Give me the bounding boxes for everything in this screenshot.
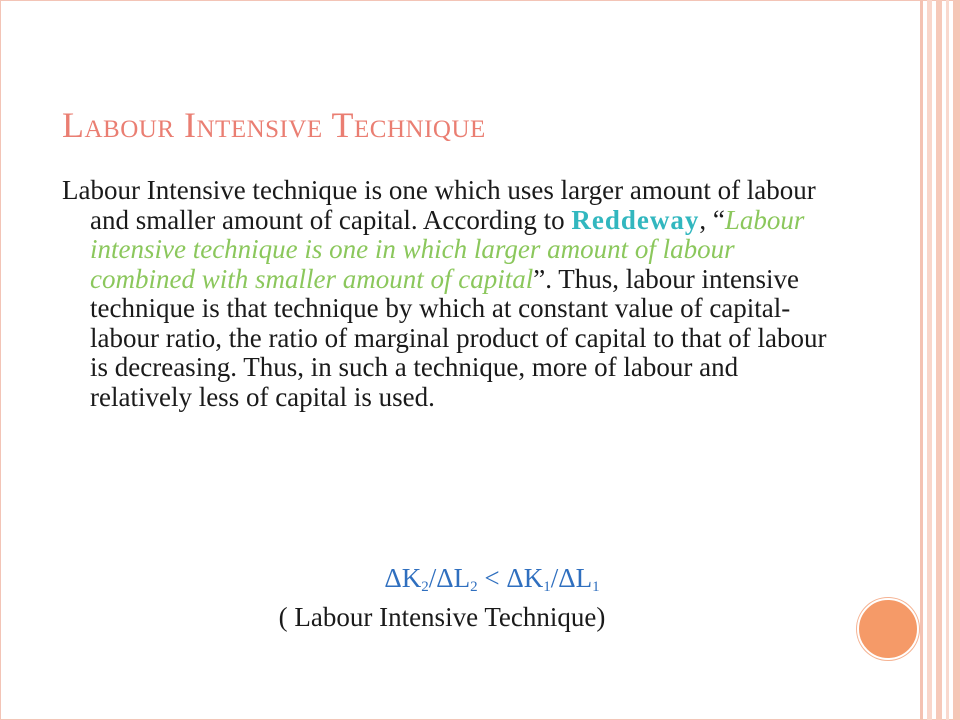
author-name: Reddeway (571, 204, 700, 235)
formula-sub-k2: 2 (421, 579, 429, 595)
formula-delta-k2: ΔK (384, 563, 422, 593)
decorative-stripe (936, 0, 942, 720)
body-rest: ”. Thus, labour intensive technique is that technique by which at constant value of capital-labour ratio, the ratio of marginal product of capital to that of labour is decreasing. Thus, in such a technique, more of labour and relatively less of capital is used. (90, 263, 827, 412)
decorative-stripe (920, 0, 923, 720)
formula-delta-l1: ΔL (558, 563, 593, 593)
formula-sub-l2: 2 (470, 579, 478, 595)
body-paragraph (62, 176, 832, 412)
slide-body (62, 176, 832, 412)
formula-slash: / (550, 563, 559, 593)
formula (62, 563, 922, 596)
formula-sub-l1: 1 (592, 579, 600, 595)
formula-slash: / (428, 563, 437, 593)
decorative-stripe (946, 0, 949, 720)
formula-sub-k1: 1 (543, 579, 551, 595)
decorative-stripe (953, 0, 960, 720)
formula-operator: < (477, 563, 507, 593)
formula-delta-k1: ΔK (506, 563, 544, 593)
formula-delta-l2: ΔL (436, 563, 471, 593)
decorative-stripe (927, 0, 932, 720)
definition-quote: Labour intensive technique is one in which larger amount of labour combined with smaller amount of capital (90, 204, 805, 294)
formula-caption: ( Labour Intensive Technique) (278, 602, 606, 632)
quote-open: , “ (699, 204, 725, 235)
body-intro: Labour Intensive technique is one which uses larger amount of labour and smaller amount of capital. According to (62, 175, 816, 235)
slide-title: Labour Intensive Technique (62, 105, 486, 145)
